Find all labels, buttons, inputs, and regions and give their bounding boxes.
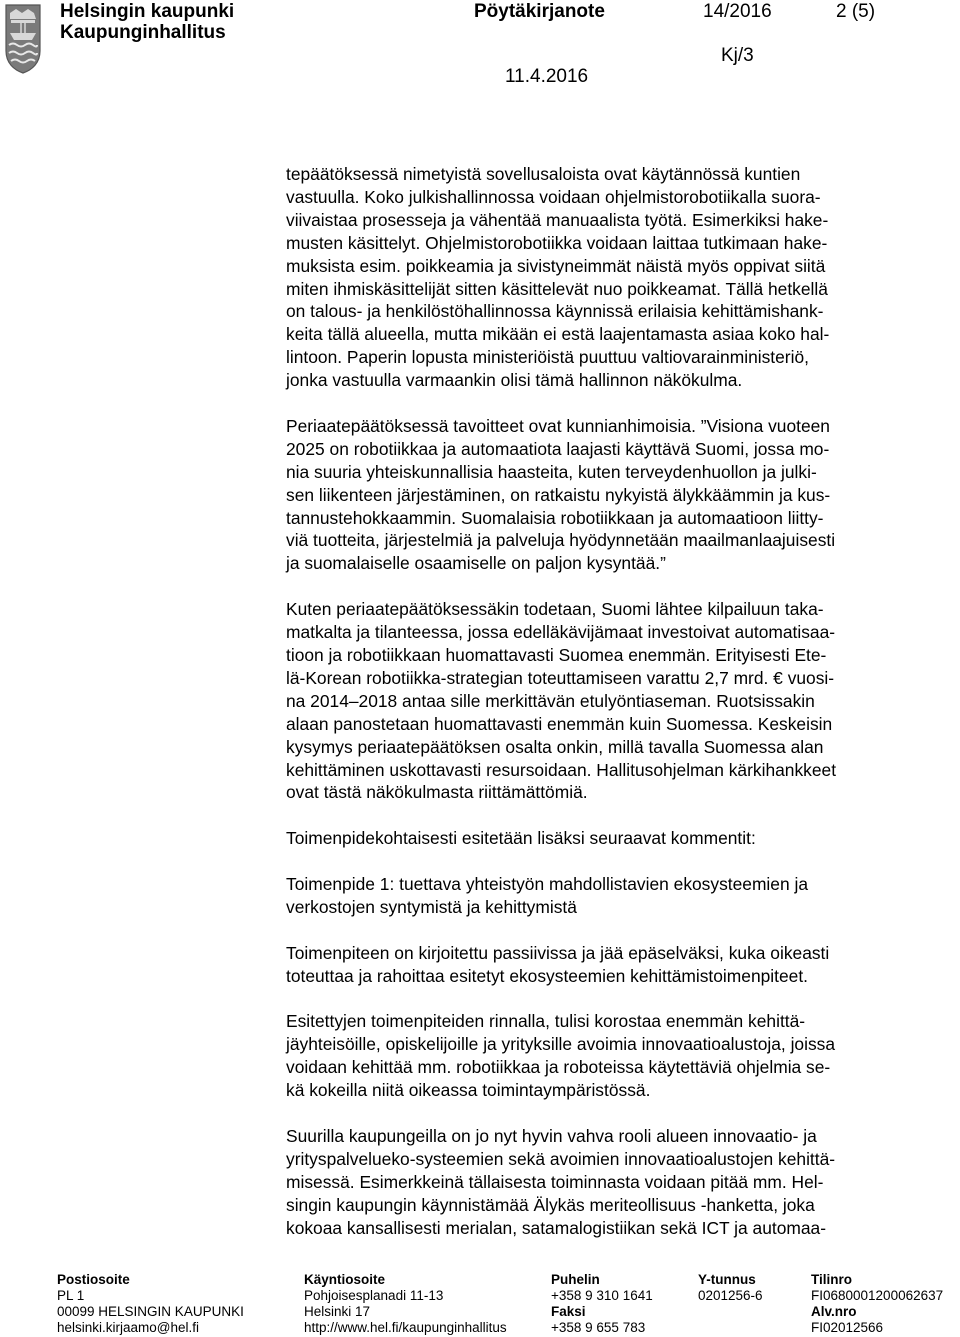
paragraph: Suurilla kaupungeilla on jo nyt hyvin vahva rooli alueen innovaatio- ja yrityspalvelueko-systeemien sekä avoimien innovaatioalustojen kehittä- misessä. Esimerkkeinä tällaisesta toiminnasta voidaan pitää mm. Hel- singin kaupungin käynnistämää Älykäs meriteollisuus -hanketta, joka kokoaa kansallisesti merialan, satamalogistiikan sekä ICT ja automaa- bbox=[286, 1125, 836, 1238]
meeting-date: 11.4.2016 bbox=[505, 66, 589, 87]
phone-number: +358 9 310 1641 bbox=[551, 1288, 653, 1303]
footer-line: Helsinki 17 bbox=[304, 1304, 371, 1319]
vat-number: FI02012566 bbox=[811, 1320, 884, 1335]
footer-line: 00099 HELSINGIN KAUPUNKI bbox=[57, 1304, 244, 1319]
document-body bbox=[286, 163, 946, 1262]
business-id: 0201256-6 bbox=[698, 1288, 763, 1303]
footer-business-id bbox=[698, 1272, 763, 1304]
footer-heading: Faksi bbox=[551, 1304, 586, 1319]
paragraph: Periaatepäätöksessä tavoitteet ovat kunnianhimoisia. ”Visiona vuoteen 2025 on robotiikkaa ja automaatiota laajasti käyttävä Suomi, jossa mo- nia suuria yhteiskunnallisia haasteita, kuten terveydenhuollon ja julki- sen liikenteen järjestäminen, on ratkaistu nykyistä älykkäämmin ja kus- tannustehokkaammin. Suomalaisia robotiikkaan ja automaatioon liitty- viä tuotteita, järjestelmiä ja palveluja hyödynnetään maailmanlaajuisesti ja suomalaiselle osaamiselle on paljon kysyntää.” bbox=[286, 415, 836, 574]
document-type: Pöytäkirjanote bbox=[474, 1, 605, 22]
page-number: 2 (5) bbox=[836, 1, 876, 22]
paragraph: Toimenpidekohtaisesti esitetään lisäksi seuraavat kommentit: bbox=[286, 828, 756, 849]
organization-name: Helsingin kaupunki bbox=[60, 1, 235, 22]
footer-heading: Tilinro bbox=[811, 1272, 853, 1287]
footer-account bbox=[811, 1272, 943, 1336]
footer-heading: Postiosoite bbox=[57, 1272, 130, 1287]
footer-heading: Alv.nro bbox=[811, 1304, 857, 1319]
paragraph: Kuten periaatepäätöksessäkin todetaan, Suomi lähtee kilpailuun taka- matkalta ja tilanteessa, jossa edelläkävijämaat investoivat automatisaa- tioon ja robotiikkaan huomattavasti Suomea enemmän. Erityisesti Ete- lä-Korean robotiikka-strategian toteuttamiseen varattu 2,7 mrd. € vuosi- na 2014–2018 antaa sille merkittävän etulyöntiaseman. Ruotsissakin alaan panostetaan huomattavasti enemmän kuin Suomessa. Keskeisin kysymys periaatepäätöksen osalta onkin, millä tavalla Suomessa alan kehittäminen uskottavasti resursoidaan. Hallitusohjelman kärkihankkeet ovat tästä näkökulmasta riittämättömiä. bbox=[286, 599, 837, 803]
footer-visiting-address bbox=[304, 1272, 507, 1336]
footer-email: helsinki.kirjaamo@hel.fi bbox=[57, 1320, 200, 1335]
paragraph: Toimenpide 1: tuettava yhteistyön mahdollistavien ekosysteemien ja verkostojen syntymistä ja kehittymistä bbox=[286, 874, 809, 917]
paragraph: Toimenpiteen on kirjoitettu passiivissa ja jää epäselväksi, kuka oikeasti toteuttaa ja rahoittaa esitetyt ekosysteemien kehittämistoimenpiteet. bbox=[286, 942, 830, 986]
footer-heading: Käyntiosoite bbox=[304, 1272, 386, 1287]
agenda-item: Kj/3 bbox=[721, 45, 754, 66]
footer-postal-address bbox=[57, 1272, 244, 1336]
unit-name: Kaupunginhallitus bbox=[60, 22, 226, 43]
account-number: FI0680001200062637 bbox=[811, 1288, 944, 1303]
footer-heading: Puhelin bbox=[551, 1272, 600, 1287]
paragraph: Esitettyjen toimenpiteiden rinnalla, tulisi korostaa enemmän kehittä- jäyhteisöille, opiskelijoille ja yrityksille avoimia innovaatioalustoja, joissa voidaan kehittää mm. robotiikkaa ja roboteissa käytettäviä ohjelmia se- kä kokeilla niitä oikeassa toimintaympäristössä. bbox=[286, 1011, 836, 1101]
helsinki-crest-logo bbox=[4, 3, 42, 75]
document-number: 14/2016 bbox=[703, 1, 772, 22]
fax-number: +358 9 655 783 bbox=[551, 1320, 646, 1335]
footer-website: http://www.hel.fi/kaupunginhallitus bbox=[304, 1320, 507, 1335]
footer-line: Pohjoisesplanadi 11-13 bbox=[304, 1288, 444, 1303]
footer-phone bbox=[551, 1272, 653, 1336]
footer-line: PL 1 bbox=[57, 1288, 85, 1303]
paragraph: tepäätöksessä nimetyistä sovellusaloista ovat käytännössä kuntien vastuulla. Koko julkishallinnossa voidaan ohjelmistorobotiikalla suora- viivaistaa prosesseja ja vähentää manuaalista työtä. Esimerkiksi hake- musten käsittelyt. Ohjelmistorobotiikka voidaan laittaa tutkimaan hake- muksista esim. poikkeamia ja sivistyneimmät näistä myös oppivat siitä miten ihmiskäsittelijät sitten käsittelevät nuo poikkeamat. Tällä hetkellä on talous- ja henkilöstöhallinnossa käynnissä erilaisia kehittämishank- keita tällä alueella, mutta mikään ei estä laajentamasta asiaa koko hal- lintoon. Paperin lopusta ministeriöistä puuttuu valtiovarainministeriö, jonka vastuulla varmaankin olisi tämä hallinnon näkökulma. bbox=[286, 164, 830, 391]
footer-heading: Y-tunnus bbox=[698, 1272, 756, 1287]
